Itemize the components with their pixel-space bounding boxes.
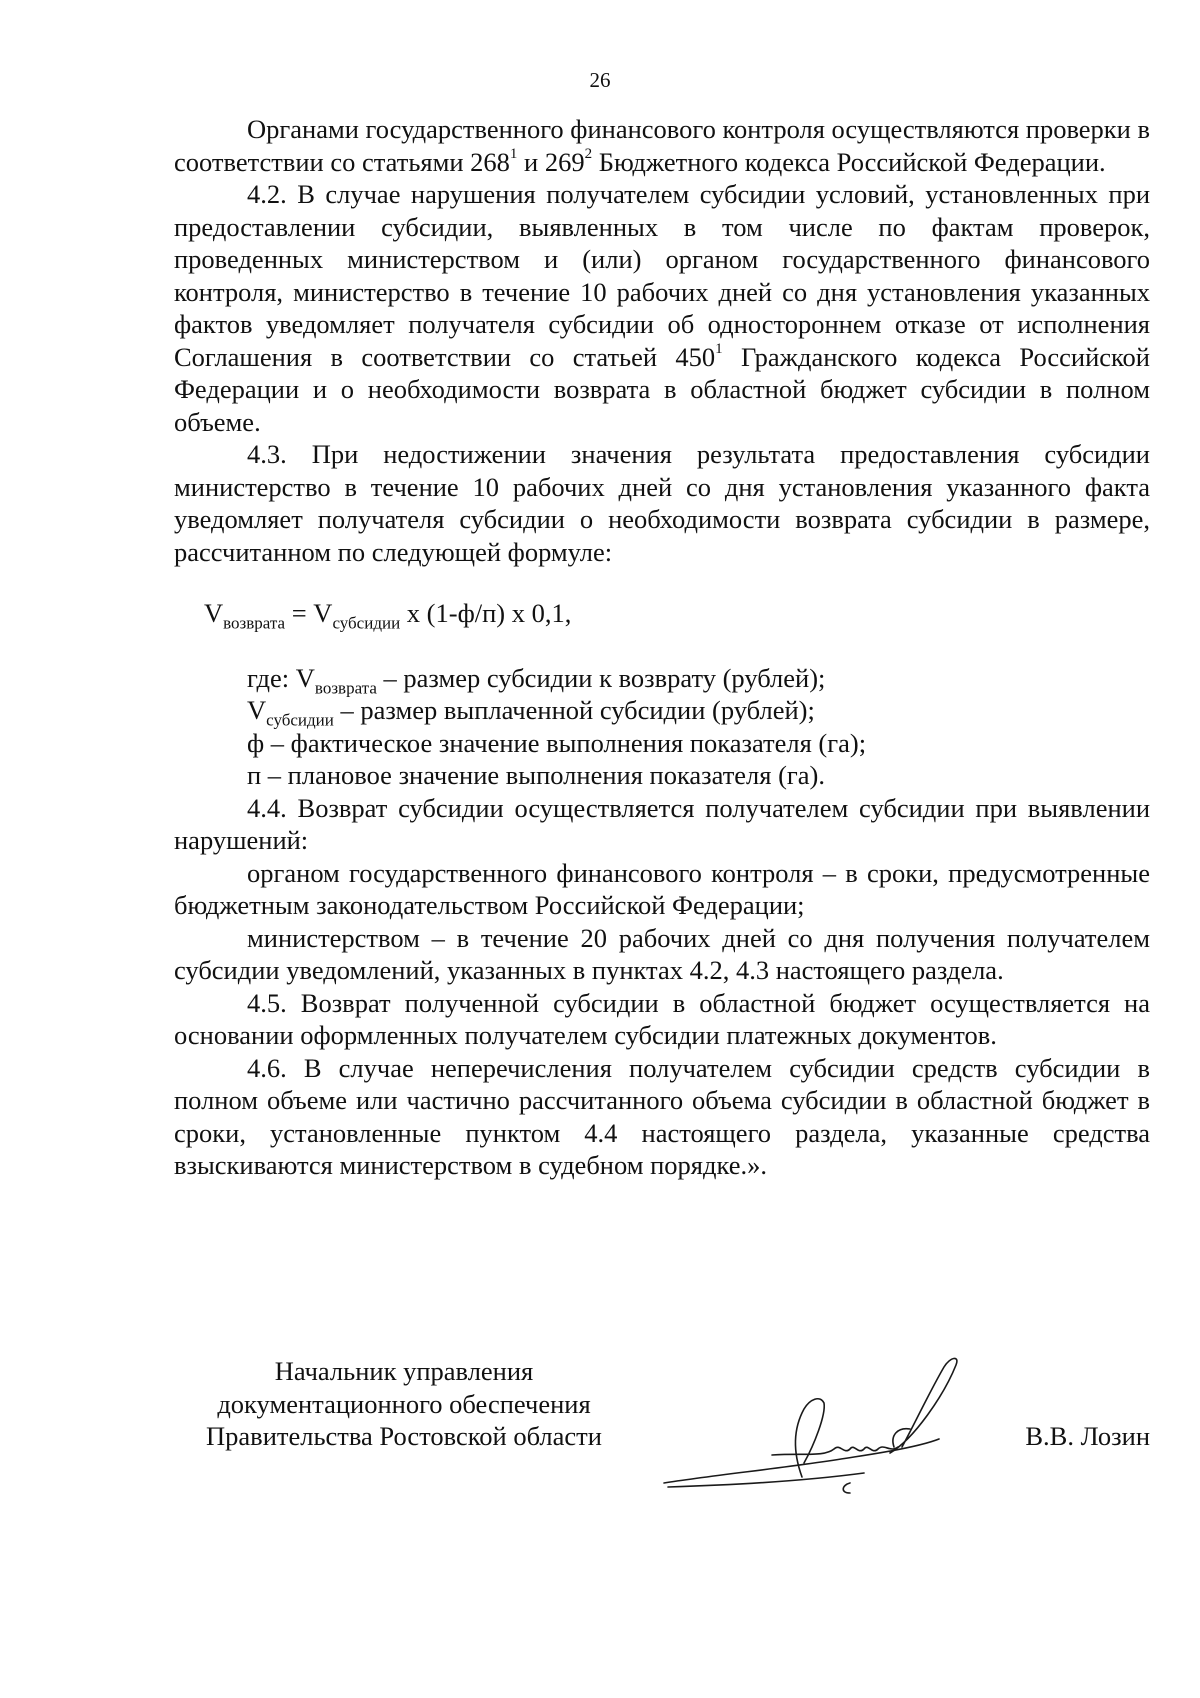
formula-symbol: = V <box>285 598 333 628</box>
position-line: Правительства Ростовской области <box>206 1421 602 1451</box>
superscript: 1 <box>715 340 723 357</box>
paragraph-text: Гражданского кодекса Российской Федерации и о необходимости возврата в областной бюджет субсидии в полном объеме. <box>174 341 1150 437</box>
page-number: 26 <box>589 68 611 92</box>
formula-legend-refund <box>174 662 1150 695</box>
paragraph-4-2 <box>174 178 1150 438</box>
signatory-name: В.В. Лозин <box>1025 1421 1150 1451</box>
superscript: 2 <box>584 145 593 162</box>
paragraph-4-4-item-ministry: министерством – в течение 20 рабочих дней со дня получения получателем субсидии уведомлений, указанных в пунктах 4.2, 4.3 настоящего раздела. <box>174 922 1150 985</box>
paragraph-4-6: 4.6. В случае неперечисления получателем субсидии средств субсидии в полном объеме или частично рассчитанного объема субсидии в областной бюджет в сроки, установленные пунктом 4.4 настоящего раздела, указанные средства взыскиваются министерством в судебном порядке.». <box>174 1052 1150 1180</box>
paragraph-4-3: 4.3. При недостижении значения результата предоставления субсидии министерство в течение 10 рабочих дней со дня установления указанного факта уведомляет получателя субсидии о необходимости возврата субсидии в размере, рассчитанном по следующей формуле: <box>174 439 1150 567</box>
legend-text: – размер субсидии к возврату (рублей); <box>376 662 826 693</box>
legend-text: V <box>247 695 267 725</box>
signature-block <box>174 1355 1150 1555</box>
signature-stroke <box>668 1473 864 1487</box>
paragraph-4-4-item-control: органом государственного финансового контроля – в сроки, предусмотренные бюджетным законодательством Российской Федерации; <box>174 857 1150 920</box>
formula-symbol: x (1-ф/п) x 0,1, <box>400 598 572 628</box>
signature-stroke <box>843 1483 850 1493</box>
position-line: документационного обеспечения <box>217 1388 591 1419</box>
formula-subscript: субсидии <box>332 613 401 633</box>
paragraph-4-4: 4.4. Возврат субсидии осуществляется получателем субсидии при выявлении нарушений: <box>174 792 1150 855</box>
formula-legend-actual: ф – фактическое значение выполнения показателя (га); <box>247 727 867 758</box>
paragraph-text: Бюджетного кодекса Российской Федерации. <box>592 146 1106 177</box>
paragraph-text: Органами государственного финансового контроля осуществляются проверки в соответствии со статьями 268 <box>174 114 1151 177</box>
legend-subscript: субсидии <box>266 710 334 730</box>
paragraph-control-inspections <box>174 113 1150 178</box>
formula-symbol: V <box>204 598 224 628</box>
superscript: 1 <box>509 145 518 162</box>
paragraph-4-5: 4.5. Возврат полученной субсидии в областной бюджет осуществляется на основании оформленных получателем субсидии платежных документов. <box>174 987 1150 1050</box>
signatory-position <box>174 1355 634 1453</box>
position-line: Начальник управления <box>274 1356 534 1386</box>
legend-text: – размер выплаченной субсидии (рублей); <box>333 695 815 725</box>
paragraph-text: 4.2. В случае нарушения получателем субсидии условий, установленных при предоставлении субсидии, выявленных в том числе по фактам проверок, проведенных министерством и (или) органом государственного финансового контроля, министерство в течение 10 рабочих дней со дня установления указанных фактов уведомляет получателя субсидии об одностороннем отказе от исполнения Соглашения в соответствии со статьей 450 <box>174 179 1150 372</box>
signature-stroke <box>890 1358 957 1453</box>
paragraph-text: и 269 <box>517 146 585 177</box>
handwritten-signature <box>654 1335 974 1495</box>
formula-legend-planned: п – плановое значение выполнения показателя (га). <box>247 760 826 790</box>
formula-subscript: возврата <box>223 613 286 633</box>
document-body <box>174 113 1150 1182</box>
legend-text: где: V <box>247 662 315 693</box>
refund-formula <box>174 597 1150 633</box>
legend-subscript: возврата <box>314 677 377 697</box>
formula-legend-paid <box>174 694 1150 730</box>
